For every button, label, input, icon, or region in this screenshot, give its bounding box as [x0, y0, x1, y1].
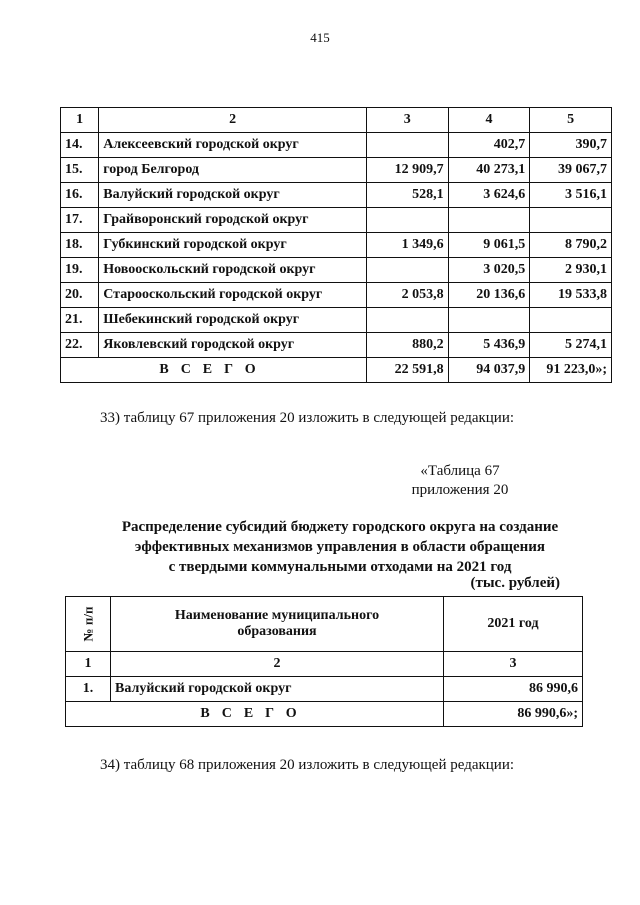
- row-col5: 3 516,1: [530, 183, 612, 208]
- row-col5: 39 067,7: [530, 158, 612, 183]
- row-number: 16.: [61, 183, 99, 208]
- index-cell: 3: [444, 652, 583, 677]
- row-col5: [530, 308, 612, 333]
- row-col4: [448, 208, 530, 233]
- header-year: 2021 год: [444, 597, 583, 652]
- paragraph-34: 34) таблицу 68 приложения 20 изложить в следующей редакции:: [100, 757, 515, 773]
- table-row: [61, 233, 612, 258]
- total-label: ВСЕГО: [61, 358, 367, 383]
- header-cell: 1: [61, 108, 99, 133]
- row-name: Новооскольский городской округ: [99, 258, 367, 283]
- table-row: [61, 258, 612, 283]
- units-label: (тыс. рублей): [470, 575, 560, 591]
- row-name: Губкинский городской округ: [99, 233, 367, 258]
- row-value: 86 990,6: [444, 677, 583, 702]
- index-row: [66, 652, 583, 677]
- total-col4: 94 037,9: [448, 358, 530, 383]
- row-number: 14.: [61, 133, 99, 158]
- table-header-row: [66, 597, 583, 652]
- row-number: 18.: [61, 233, 99, 258]
- row-col5: 390,7: [530, 133, 612, 158]
- row-col4: 402,7: [448, 133, 530, 158]
- row-col3: 2 053,8: [366, 283, 448, 308]
- row-col3: 1 349,6: [366, 233, 448, 258]
- row-name: город Белгород: [99, 158, 367, 183]
- subsidy-table-67: [65, 596, 583, 727]
- row-col5: 2 930,1: [530, 258, 612, 283]
- row-col4: 3 020,5: [448, 258, 530, 283]
- table-reference-line2: приложения 20: [411, 482, 509, 498]
- row-col3: [366, 133, 448, 158]
- table-row: [61, 158, 612, 183]
- row-number: 20.: [61, 283, 99, 308]
- row-col4: 5 436,9: [448, 333, 530, 358]
- table-body: [61, 133, 612, 358]
- total-label: ВСЕГО: [66, 702, 444, 727]
- total-value: 86 990,6»;: [444, 702, 583, 727]
- row-number: 21.: [61, 308, 99, 333]
- row-col3: 528,1: [366, 183, 448, 208]
- header-number: № п/п: [66, 597, 111, 652]
- table-row: [61, 208, 612, 233]
- table-reference-line1: «Таблица 67: [420, 463, 500, 479]
- table-title: [60, 517, 620, 577]
- row-col4: 3 624,6: [448, 183, 530, 208]
- row-name: Валуйский городской округ: [111, 677, 444, 702]
- row-col5: 8 790,2: [530, 233, 612, 258]
- row-col3: [366, 308, 448, 333]
- header-cell: 2: [99, 108, 367, 133]
- total-col5: 91 223,0»;: [530, 358, 612, 383]
- table-row: [66, 677, 583, 702]
- row-number: 22.: [61, 333, 99, 358]
- row-name: Валуйский городской округ: [99, 183, 367, 208]
- index-cell: 2: [111, 652, 444, 677]
- table-row: [61, 308, 612, 333]
- row-col4: 40 273,1: [448, 158, 530, 183]
- table-row: [61, 283, 612, 308]
- page-number: 415: [310, 30, 330, 45]
- row-col3: 12 909,7: [366, 158, 448, 183]
- header-cell: 5: [530, 108, 612, 133]
- table-reference: [380, 462, 540, 500]
- header-name: Наименование муниципального образования: [111, 597, 444, 652]
- row-number: 15.: [61, 158, 99, 183]
- header-cell: 4: [448, 108, 530, 133]
- row-name: Шебекинский городской округ: [99, 308, 367, 333]
- table-row: [61, 133, 612, 158]
- table-total-row: [61, 358, 612, 383]
- table-row: [61, 333, 612, 358]
- table-header-row: [61, 108, 612, 133]
- subsidy-table-continued: [60, 107, 612, 383]
- row-name: Яковлевский городской округ: [99, 333, 367, 358]
- row-col3: 880,2: [366, 333, 448, 358]
- row-col4: [448, 308, 530, 333]
- row-number: 17.: [61, 208, 99, 233]
- row-col3: [366, 208, 448, 233]
- row-number: 1.: [66, 677, 111, 702]
- row-col4: 20 136,6: [448, 283, 530, 308]
- paragraph-33: 33) таблицу 67 приложения 20 изложить в следующей редакции:: [100, 410, 515, 426]
- row-name: Старооскольский городской округ: [99, 283, 367, 308]
- row-col4: 9 061,5: [448, 233, 530, 258]
- table-title-line2: эффективных механизмов управления в области обращения: [134, 539, 546, 555]
- row-name: Алексеевский городской округ: [99, 133, 367, 158]
- table-title-line3: с твердыми коммунальными отходами на 2021 год: [168, 559, 512, 575]
- row-col5: [530, 208, 612, 233]
- row-name: Грайворонский городской округ: [99, 208, 367, 233]
- table-total-row: [66, 702, 583, 727]
- row-col5: 19 533,8: [530, 283, 612, 308]
- header-cell: 3: [366, 108, 448, 133]
- row-col3: [366, 258, 448, 283]
- table-row: [61, 183, 612, 208]
- row-col5: 5 274,1: [530, 333, 612, 358]
- total-col3: 22 591,8: [366, 358, 448, 383]
- index-cell: 1: [66, 652, 111, 677]
- table-title-line1: Распределение субсидий бюджету городского округа на создание: [121, 519, 559, 535]
- row-number: 19.: [61, 258, 99, 283]
